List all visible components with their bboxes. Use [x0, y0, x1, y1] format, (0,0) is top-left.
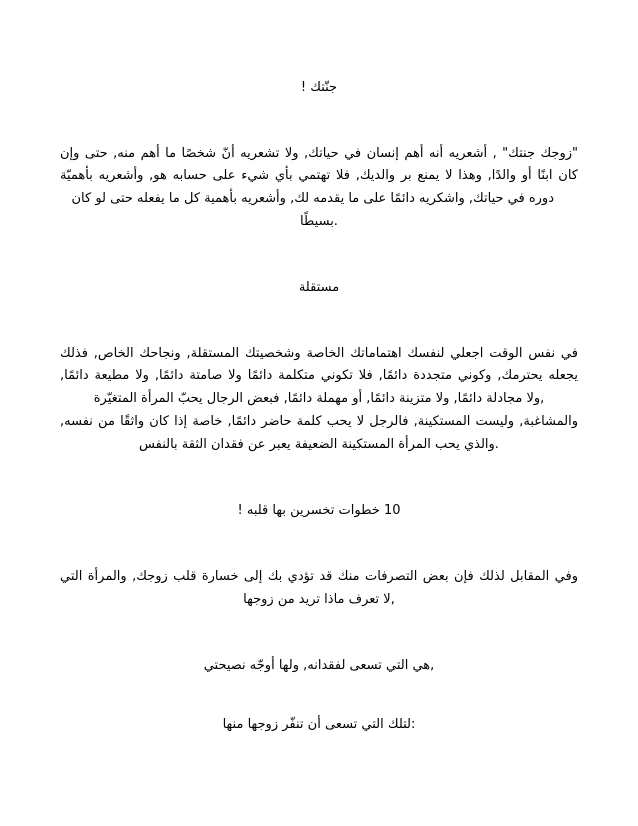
paragraph-line: وفي المقابل لذلك فإن بعض التصرفات منك قد تؤدي بك إلى خسارة قلب زوجك, والمرأة التي: [60, 569, 578, 584]
paragraph-line: ,لا تعرف ماذا تريد من زوجها: [243, 592, 395, 607]
paragraph-line: .بسيطًا: [300, 214, 338, 229]
paragraph-line: يجعله يحترمك, وكوني متجددة دائمًا, فلا تكوني متكلمة دائمًا ولا صامتة دائمًا, ولا مطيعة دائمًا,: [60, 368, 578, 383]
paragraph-line: .والذي يحب المرأة المستكينة الضعيفة يعبر عن فقدان الثقة بالنفس: [139, 437, 499, 452]
paragraph-line: ,ولا مجادلة دائمًا, ولا متزينة دائمًا, أو مهملة دائمًا, فبعض الرجال يحبّ المرأة المتغيّرة: [93, 391, 545, 406]
paragraph-line: كان ابنًا أو والدًا, وهذا لا يمنع بر والديك, فلا تهتمي بأي شيء على حسابه هو, وأشعريه بأهميّة: [60, 168, 578, 183]
paragraph-line: والمشاغبة, وليست المستكينة, فالرجل لا يحب كلمة حاضر دائمًا, خاصة إذا كان واثقًا من نفسه,: [60, 414, 578, 429]
paragraph-line: "زوجك جنتك" , أشعريه أنه أهم إنسان في حياتك, ولا تشعريه أنّ شخصًا ما أهم منه, حتى وإن: [60, 146, 578, 161]
section-heading-independent: مستقلة: [298, 280, 340, 295]
paragraph-line: في نفس الوقت اجعلي لنفسك اهتماماتك الخاصة وشخصيتك المستقلة, ونجاحك الخاص, فذلك: [60, 346, 578, 361]
paragraph-line: :لتلك التي تسعى أن تنفّر زوجها منها: [222, 717, 416, 732]
section-heading-your-paradise: جنّتك !: [300, 80, 338, 95]
section-heading-ten-steps: 10 خطوات تخسرين بها قلبه !: [237, 503, 401, 518]
paragraph-line: ,هي التي تسعى لفقدانه, ولها أوجّه نصيحتي: [203, 658, 435, 673]
paragraph-line: دوره في حياتك, واشكريه دائمًا على ما يقدمه لك, وأشعريه بأهمية كل ما يفعله حتى لو كان: [71, 191, 554, 206]
